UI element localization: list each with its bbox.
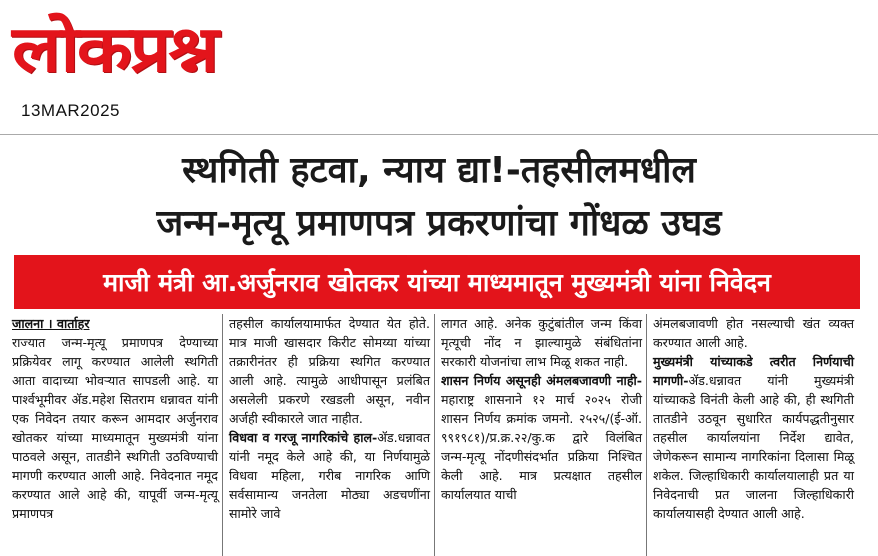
masthead — [10, 2, 310, 102]
newspaper-logo: लोकप्रश्न — [12, 13, 217, 87]
article-column-1 — [10, 314, 222, 556]
headline-line-2: जन्म-मृत्यू प्रमाणपत्र प्रकरणांचा गोंधळ उघड — [156, 203, 722, 244]
article-body — [10, 314, 868, 556]
column-4-subhead: मुख्यमंत्री यांच्याकडे त्वरीत निर्णयाची मागणी- — [653, 354, 854, 388]
column-3-subhead: शासन निर्णय असूनही अंमलबजावणी नाही- — [441, 373, 642, 388]
article-column-3 — [434, 314, 646, 556]
column-3-text-b: महाराष्ट्र शासनाने १२ मार्च २०२५ रोजी शासन निर्णय क्रमांक जमनो. २५२५/(ई-ऑ. ९९१९८१)/प्र.क्र.२२/कु.क द्वारे विलंबित जन्म-मृत्यू नोंदणीसंदर्भात प्रक्रिया निश्चित केली आहे. मात्र प्रत्यक्षात तहसील कार्यालयात याची — [441, 392, 642, 502]
subheadline-text: माजी मंत्री आ.अर्जुनराव खोतकर यांच्या माध्यमातून मुख्यमंत्री यांना निवेदन — [103, 268, 771, 297]
subheadline-banner — [14, 255, 860, 309]
column-2-text-a: तहसील कार्यालयामार्फत देण्यात येत होते. मात्र माजी खासदार किरीट सोमय्या यांच्या तक्रारीनंतर ही प्रक्रिया स्थगित करण्यात आली आहे. त्यामुळे आधीपासून प्रलंबित असलेली प्रकरणे रखडली असून, नवीन अर्जही स्वीकारले जात नाहीत. — [229, 316, 430, 426]
column-4-text-a: अंमलबजावणी होत नसल्याची खंत व्यक्त करण्यात आली आहे. — [653, 316, 854, 350]
article-column-2 — [222, 314, 434, 556]
header-divider — [0, 134, 878, 135]
column-4-text-b: ॲड.धन्नावत यांनी मुख्यमंत्री यांच्याकडे विनंती केली आहे की, ही स्थगिती तातडीने उठवून सुधारित कार्यपद्धतीनुसार तहसील कार्यालयांना निर्देश द्यावेत, जेणेकरून सामान्य नागरिकांना दिलासा मिळू शकेल. जिल्हाधिकारी कार्यालयालाही प्रत या निवेदनाची प्रत जालना जिल्हाधिकारी कार्यालयासही देण्यात आली आहे. — [653, 373, 854, 521]
headline-line-1: स्थगिती हटवा, न्याय द्या!-तहसीलमधील — [182, 150, 696, 191]
article-column-4 — [646, 314, 858, 556]
publication-date: 13MAR2025 — [21, 101, 121, 120]
column-2-text-b: ॲड.धन्नावत यांनी नमूद केले आहे की, या निर्णयामुळे विधवा महिला, गरीब नागरिक आणि सर्वसामान्य जनतेला मोठ्या अडचणींना सामोरे जावे — [229, 430, 430, 521]
column-1-text: राज्यात जन्म-मृत्यू प्रमाणपत्र देण्याच्या प्रक्रियेवर लागू करण्यात आलेली स्थगिती आता वादाच्या भोवऱ्यात सापडली आहे. या पार्श्वभूमीवर ॲड.महेश सितराम धन्नावत यांनी एक निवेदन तयार करून आमदार अर्जुनराव खोतकर यांच्या माध्यमातून मुख्यमंत्री यांना पाठवले असून, तातडीने स्थगिती उठविण्याची मागणी करण्यात आली आहे. निवेदनात नमूद करण्यात आले आहे की, यापूर्वी जन्म-मृत्यू प्रमाणपत्र — [12, 335, 218, 521]
dateline: जालना । वार्ताहर — [12, 316, 90, 331]
column-2-subhead: विधवा व गरजू नागरिकांचे हाल- — [229, 430, 378, 445]
column-3-text-a: लागत आहे. अनेक कुटुंबांतील जन्म किंवा मृत्यूची नोंद न झाल्यामुळे संबंधितांना सरकारी योजनांचा लाभ मिळू शकत नाही. — [441, 316, 642, 369]
